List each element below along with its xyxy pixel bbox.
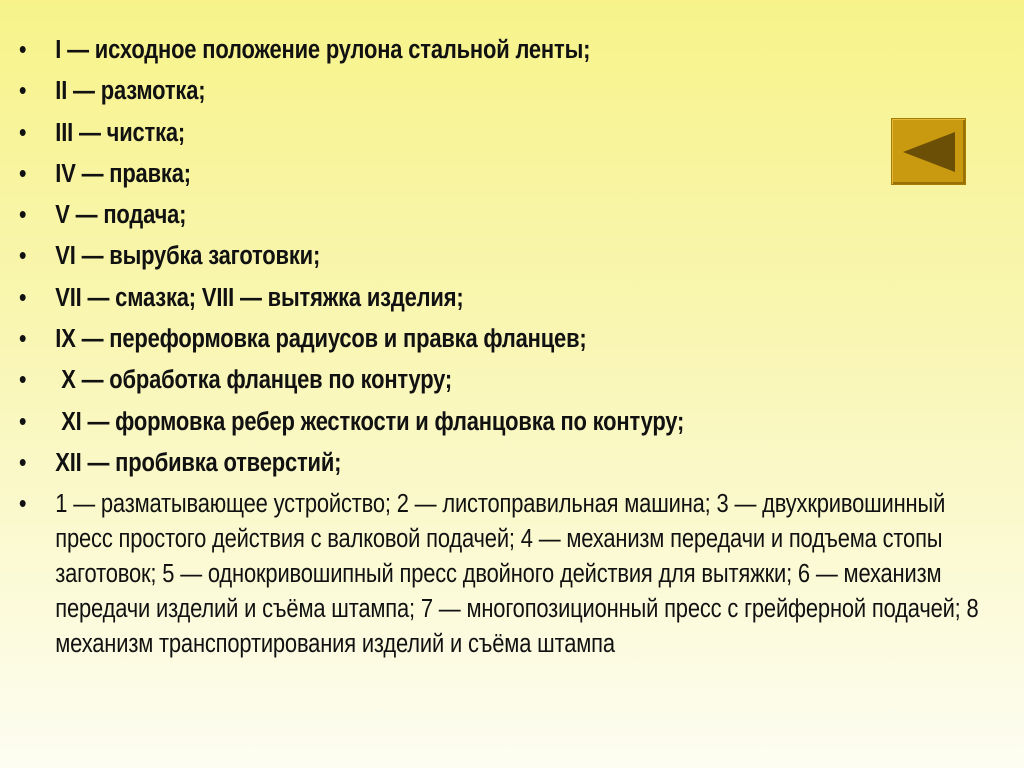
content-list	[14, 30, 1004, 662]
step-label: V — подача;	[55, 201, 187, 230]
bullet: •	[18, 366, 27, 395]
list-item	[14, 195, 865, 236]
step-label: III — чистка;	[55, 118, 186, 147]
step-label: IV — правка;	[55, 159, 191, 188]
list-item	[14, 319, 865, 360]
bullet: •	[18, 118, 27, 147]
bullet: •	[18, 77, 27, 106]
list-item	[14, 443, 865, 484]
step-label: XII — пробивка отверстий;	[55, 448, 342, 477]
step-label: VI — вырубка заготовки;	[55, 242, 321, 271]
list-item	[14, 360, 865, 401]
back-button[interactable]	[891, 118, 966, 185]
bullet: •	[18, 490, 27, 519]
bullet: •	[18, 283, 27, 312]
legend-text: 1 — разматывающее устройство; 2 — листоправильная машина; 3 — двухкривошинный пресс простого действия с валковой подачей; 4 — механизм передачи и подъема стопы заготовок; 5 — однокривошипный пресс двойного действия для вытяжки; 6 — механизм передачи изделий и съёма штампа; 7 — многопозиционный пресс с грейферной подачей; 8 механизм транспортирования изделий и съёма штампа	[55, 490, 979, 659]
list-item	[14, 71, 865, 112]
step-label: I — исходное положение рулона стальной ленты;	[55, 36, 591, 64]
bullet: •	[18, 407, 27, 436]
step-label: X — обработка фланцев по контуру;	[55, 366, 453, 395]
bullet: •	[18, 448, 27, 477]
bullet: •	[18, 36, 27, 64]
list-item	[14, 113, 865, 154]
list-item-description	[14, 487, 984, 662]
step-label: II — размотка;	[55, 77, 206, 106]
list-item	[14, 30, 865, 71]
list-item	[14, 278, 865, 319]
bullet: •	[18, 159, 27, 188]
step-label: IX — переформовка радиусов и правка фланцев;	[55, 325, 587, 354]
list-item	[14, 154, 865, 195]
list-item	[14, 236, 865, 277]
bullet: •	[18, 325, 27, 354]
step-label: XI — формовка ребер жесткости и фланцовка по контуру;	[55, 407, 685, 436]
step-label: VII — смазка; VIII — вытяжка изделия;	[55, 283, 464, 312]
list-item	[14, 402, 865, 443]
bullet: •	[18, 201, 27, 230]
triangle-left-icon	[899, 129, 959, 175]
bullet: •	[18, 242, 27, 271]
